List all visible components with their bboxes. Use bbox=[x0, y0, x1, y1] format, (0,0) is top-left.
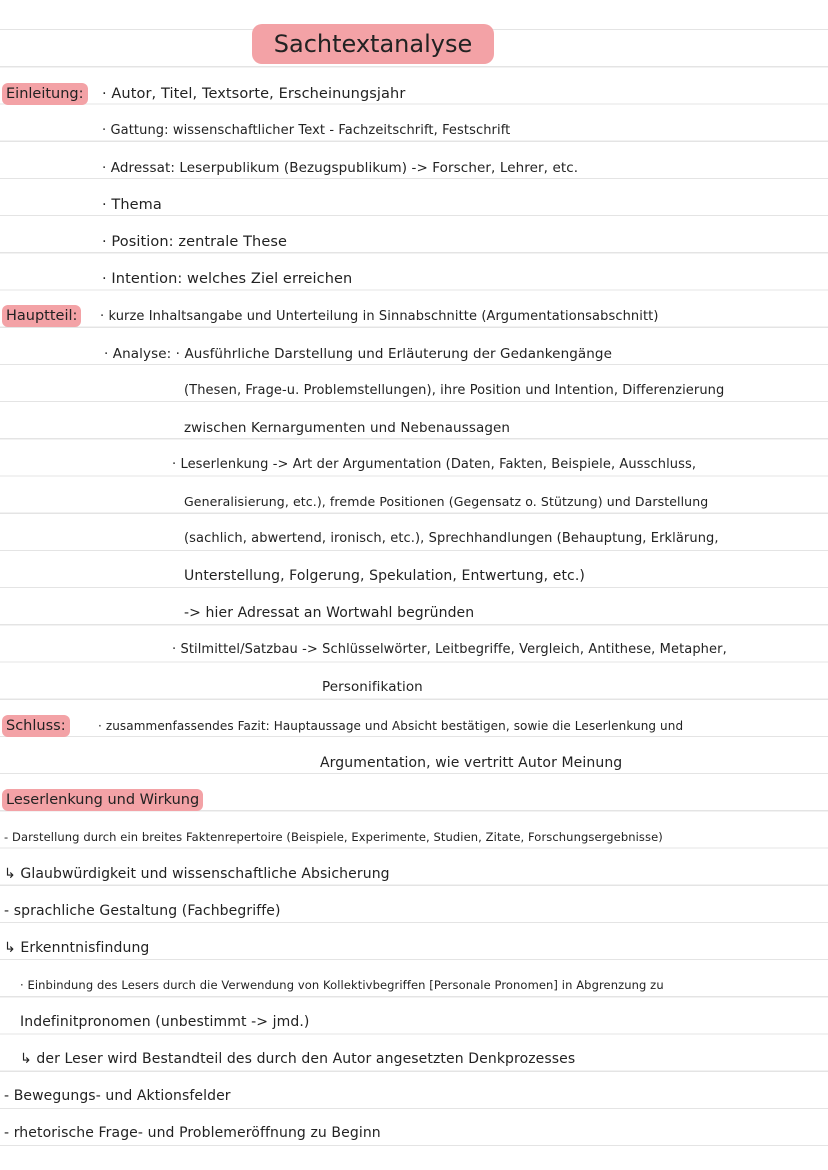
text-line: Generalisierung, etc.), fremde Positionen (Gegensatz o. Stützung) und Darstellung bbox=[184, 494, 709, 509]
text-line: - Darstellung durch ein breites Faktenrepertoire (Beispiele, Experimente, Studien, Zitate, Forschungsergebnisse) bbox=[4, 830, 663, 844]
text-line: · Thema bbox=[102, 197, 162, 213]
text-line: · Autor, Titel, Textsorte, Erscheinungsjahr bbox=[102, 86, 406, 102]
text-line: · zusammenfassendes Fazit: Hauptaussage und Absicht bestätigen, sowie die Leserlenkung und bbox=[98, 719, 684, 733]
text-line: · Adressat: Leserpublikum (Bezugspublikum) -> Forscher, Lehrer, etc. bbox=[102, 160, 579, 176]
page-title: Sachtextanalyse bbox=[252, 24, 494, 64]
text-line: Argumentation, wie vertritt Autor Meinung bbox=[320, 755, 623, 771]
text-line: ↳ Erkenntnisfindung bbox=[4, 940, 150, 956]
text-line: · Intention: welches Ziel erreichen bbox=[102, 271, 353, 287]
text-line: · Leserlenkung -> Art der Argumentation (Daten, Fakten, Beispiele, Ausschluss, bbox=[172, 457, 697, 472]
text-line: · Stilmittel/Satzbau -> Schlüsselwörter, Leitbegriffe, Vergleich, Antithese, Metapher, bbox=[172, 642, 727, 657]
text-line: · Analyse: · Ausführliche Darstellung und Erläuterung der Gedankengänge bbox=[104, 346, 612, 362]
text-line: - rhetorische Frage- und Problemeröffnung zu Beginn bbox=[4, 1125, 381, 1141]
text-line: - sprachliche Gestaltung (Fachbegriffe) bbox=[4, 903, 281, 919]
text-line: Personifikation bbox=[322, 679, 423, 695]
text-line: -> hier Adressat an Wortwahl begründen bbox=[184, 605, 475, 621]
section-heading-hauptteil: Hauptteil: bbox=[2, 305, 81, 327]
text-line: - Bewegungs- und Aktionsfelder bbox=[4, 1088, 231, 1104]
text-line: (sachlich, abwertend, ironisch, etc.), Sprechhandlungen (Behauptung, Erklärung, bbox=[184, 531, 719, 546]
text-line: · kurze Inhaltsangabe und Unterteilung in Sinnabschnitte (Argumentationsabschnitt) bbox=[100, 309, 659, 324]
text-line: · Position: zentrale These bbox=[102, 234, 288, 250]
text-line: · Einbindung des Lesers durch die Verwendung von Kollektivbegriffen [Personale Pronomen] in Abgrenzung zu bbox=[20, 978, 664, 992]
text-line: Unterstellung, Folgerung, Spekulation, Entwertung, etc.) bbox=[184, 568, 585, 584]
section-heading-leserlenkung: Leserlenkung und Wirkung bbox=[2, 789, 203, 811]
section-heading-einleitung: Einleitung: bbox=[2, 83, 88, 105]
text-line: · Gattung: wissenschaftlicher Text - Fachzeitschrift, Festschrift bbox=[102, 123, 511, 138]
text-line: Indefinitpronomen (unbestimmt -> jmd.) bbox=[20, 1014, 310, 1030]
section-heading-schluss: Schluss: bbox=[2, 715, 70, 737]
text-line: zwischen Kernargumenten und Nebenaussagen bbox=[184, 420, 511, 436]
text-line: (Thesen, Frage-u. Problemstellungen), ihre Position und Intention, Differenzierung bbox=[184, 383, 725, 398]
text-line: ↳ der Leser wird Bestandteil des durch den Autor angesetzten Denkprozesses bbox=[20, 1051, 576, 1067]
text-line: ↳ Glaubwürdigkeit und wissenschaftliche Absicherung bbox=[4, 866, 390, 882]
